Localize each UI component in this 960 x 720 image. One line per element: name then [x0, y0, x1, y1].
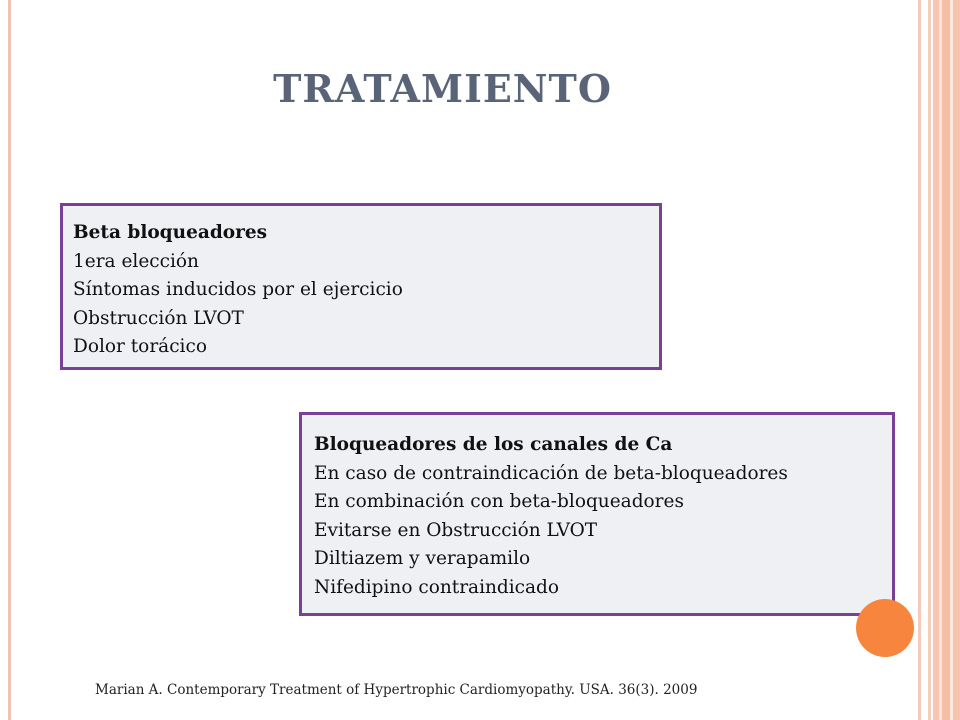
calcium-channel-blockers-box: [299, 412, 895, 616]
box-line: Evitarse en Obstrucción LVOT: [314, 519, 598, 541]
decorative-stripes: [928, 0, 960, 720]
box-line: 1era elección: [73, 250, 199, 272]
slide-title: TRATAMIENTO: [273, 66, 612, 111]
beta-blockers-box: [60, 203, 662, 370]
box-line: Síntomas inducidos por el ejercicio: [73, 279, 403, 300]
box-line: En combinación con beta-bloqueadores: [314, 491, 684, 512]
citation-footnote: Marian A. Contemporary Treatment of Hypertrophic Cardiomyopathy. USA. 36(3). 2009: [95, 682, 698, 698]
box-heading: Bloqueadores de los canales de Ca: [314, 434, 673, 455]
right-frame-line: [918, 0, 921, 720]
box-line: En caso de contraindicación de beta-bloqueadores: [314, 462, 788, 484]
orange-circle-decoration: [856, 599, 914, 657]
box-line: Dolor torácico: [73, 336, 207, 357]
box-heading: Beta bloqueadores: [73, 222, 268, 243]
box-line: Diltiazem y verapamilo: [314, 548, 531, 569]
box-line: Obstrucción LVOT: [73, 307, 244, 329]
box-line: Nifedipino contraindicado: [314, 576, 560, 598]
